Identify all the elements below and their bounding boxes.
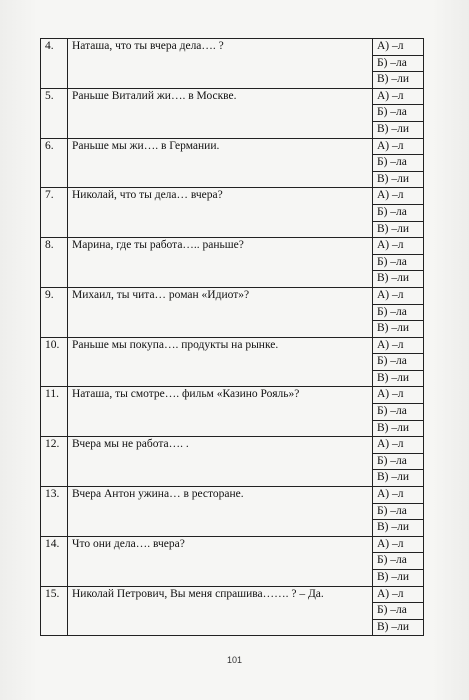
answer-option: В) –ли <box>373 520 424 537</box>
answer-option: В) –ли <box>373 570 424 587</box>
table-row <box>41 138 424 155</box>
answer-option: А) –л <box>373 287 424 304</box>
answer-option: Б) –ла <box>373 553 424 570</box>
question-number: 13. <box>41 487 68 537</box>
question-number: 10. <box>41 337 68 387</box>
answer-option: Б) –ла <box>373 503 424 520</box>
table-row <box>41 337 424 354</box>
answer-option: В) –ли <box>373 221 424 238</box>
question-number: 8. <box>41 238 68 288</box>
exercise-table <box>40 38 424 636</box>
answer-option: Б) –ла <box>373 603 424 620</box>
table-row <box>41 88 424 105</box>
answer-option: А) –л <box>373 487 424 504</box>
answer-option: В) –ли <box>373 72 424 89</box>
question-number: 6. <box>41 138 68 188</box>
answer-option: Б) –ла <box>373 354 424 371</box>
answer-option: В) –ли <box>373 121 424 138</box>
question-text: Николай, что ты дела… вчера? <box>68 188 373 238</box>
answer-option: Б) –ла <box>373 404 424 421</box>
table-row <box>41 238 424 255</box>
question-text: Раньше Виталий жи…. в Москве. <box>68 88 373 138</box>
answer-option: А) –л <box>373 586 424 603</box>
answer-option: В) –ли <box>373 420 424 437</box>
question-text: Что они дела…. вчера? <box>68 536 373 586</box>
answer-option: Б) –ла <box>373 453 424 470</box>
question-number: 14. <box>41 536 68 586</box>
question-text: Наташа, ты смотре…. фильм «Казино Рояль»? <box>68 387 373 437</box>
table-row <box>41 437 424 454</box>
answer-option: А) –л <box>373 536 424 553</box>
answer-option: А) –л <box>373 88 424 105</box>
question-number: 4. <box>41 39 68 89</box>
question-text: Михаил, ты чита… роман «Идиот»? <box>68 287 373 337</box>
question-text: Раньше мы покупа…. продукты на рынке. <box>68 337 373 387</box>
answer-option: Б) –ла <box>373 105 424 122</box>
answer-option: Б) –ла <box>373 55 424 72</box>
question-text: Вчера мы не работа…. . <box>68 437 373 487</box>
answer-option: А) –л <box>373 188 424 205</box>
answer-option: Б) –ла <box>373 204 424 221</box>
answer-option: Б) –ла <box>373 155 424 172</box>
question-number: 5. <box>41 88 68 138</box>
answer-option: А) –л <box>373 138 424 155</box>
table-row <box>41 586 424 603</box>
table-row <box>41 487 424 504</box>
answer-option: В) –ли <box>373 619 424 636</box>
table-row <box>41 287 424 304</box>
question-number: 7. <box>41 188 68 238</box>
question-number: 9. <box>41 287 68 337</box>
question-number: 15. <box>41 586 68 636</box>
table-row <box>41 188 424 205</box>
table-row <box>41 39 424 56</box>
answer-option: В) –ли <box>373 171 424 188</box>
answer-option: А) –л <box>373 39 424 56</box>
table-row <box>41 536 424 553</box>
answer-option: А) –л <box>373 337 424 354</box>
answer-option: В) –ли <box>373 470 424 487</box>
question-number: 12. <box>41 437 68 487</box>
answer-option: А) –л <box>373 238 424 255</box>
answer-option: В) –ли <box>373 271 424 288</box>
question-text: Вчера Антон ужина… в ресторане. <box>68 487 373 537</box>
page-number: 101 <box>226 655 243 665</box>
table-row <box>41 387 424 404</box>
answer-option: А) –л <box>373 387 424 404</box>
exercise-table-body <box>41 39 424 636</box>
answer-option: Б) –ла <box>373 304 424 321</box>
question-text: Николай Петрович, Вы меня спрашива……. ? – Да. <box>68 586 373 636</box>
answer-option: А) –л <box>373 437 424 454</box>
question-text: Марина, где ты работа….. раньше? <box>68 238 373 288</box>
answer-option: В) –ли <box>373 321 424 338</box>
question-number: 11. <box>41 387 68 437</box>
question-text: Наташа, что ты вчера дела…. ? <box>68 39 373 89</box>
answer-option: В) –ли <box>373 370 424 387</box>
answer-option: Б) –ла <box>373 254 424 271</box>
question-text: Раньше мы жи…. в Германии. <box>68 138 373 188</box>
